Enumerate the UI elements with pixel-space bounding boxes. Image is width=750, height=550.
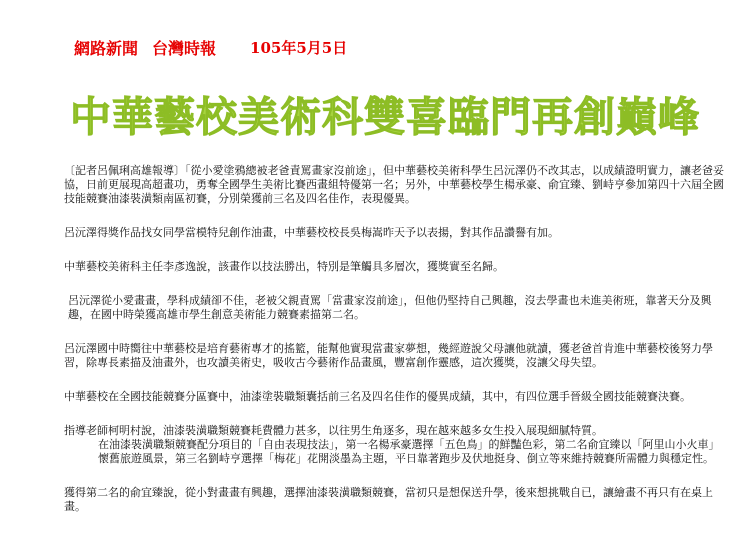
- paragraph: 指導老師柯明村說，油漆裝潢職類競賽耗費體力甚多，以往男生角逐多，現在越來越多女生投入展現細膩特質。: [64, 424, 603, 437]
- paragraph-group: [64, 424, 724, 466]
- publish-date: 105年5月5日: [250, 38, 348, 57]
- news-source: 網路新聞: [74, 38, 139, 58]
- paragraph: 呂沅澤得獎作品找女同學當模特兒創作油畫，中華藝校校長吳梅嵩昨天予以表揚，對其作品讚譽有加。: [64, 226, 559, 239]
- paragraph: 〔記者呂佩琍高雄報導〕「從小愛塗鴉總被老爸責罵畫家沒前途」，但中華藝校美術科學生呂沅澤仍不改其志，以成績證明實力，讓老爸妥協，日前更展現高超畫功，勇奪全國學生美術比賽西畫組特優第一名；另外，中華藝校學生楊承豪、俞宜臻、劉峙亨參加第四十六屆全國技能競賽油漆裝潢類南區初賽，分別榮獲前三名及四名佳作，表現優異。: [64, 164, 724, 205]
- paragraph: 呂沅澤從小愛畫畫，學科成績卻不佳，老被父親責罵「當畫家沒前途」，但他仍堅持自己興趣，沒去學畫也未進美術班，靠著天分及興趣，在國中時榮獲高雄市學生創意美術能力競賽素描第二名。: [68, 294, 712, 321]
- paragraph: 中華藝校在全國技能競賽分區賽中，油漆塗裝職類囊括前三名及四名佳作的優異成績，其中，有四位選手晉級全國技能競賽決賽。: [64, 390, 691, 403]
- news-dateline: [74, 36, 347, 58]
- paragraph: 呂沅澤國中時嚮往中華藝校是培育藝術專才的搖籃，能幫他實現當畫家夢想，幾經遊說父母讓他就讀，獲老爸首肯進中華藝校後努力學習，除專長素描及油畫外，也攻讀美術史，吸收古今藝術作品畫風，豐富創作靈感，這次獲獎，沒讓父母失望。: [64, 342, 713, 369]
- paragraph: 獲得第二名的俞宜臻說，從小對畫畫有興趣，選擇油漆裝潢職類競賽，當初只是想保送升學，後來想挑戰自已，讓繪畫不再只有在桌上畫。: [64, 486, 713, 513]
- article-body: [64, 164, 724, 514]
- paragraph: 中華藝校美術科主任李彥逸說，該畫作以技法勝出，特別是筆觸具多層次，獲獎實至名歸。: [64, 260, 504, 273]
- headline: 中華藝校美術科雙喜臨門再創巔峰: [70, 93, 700, 141]
- paragraph: 在油漆裝潢職類競賽配分項目的「自由表現技法」，第一名楊承豪選擇「五色鳥」的鮮豔色彩，第二名俞宜臻以「阿里山小火車」懷舊旅遊風景，第三名劉峙亨選擇「梅花」花開淡墨為主題，平日靠著跑步及伏地挺身、倒立等來維持競賽所需體力與穩定性。: [98, 438, 720, 465]
- newspaper-name: 台灣時報: [152, 38, 217, 58]
